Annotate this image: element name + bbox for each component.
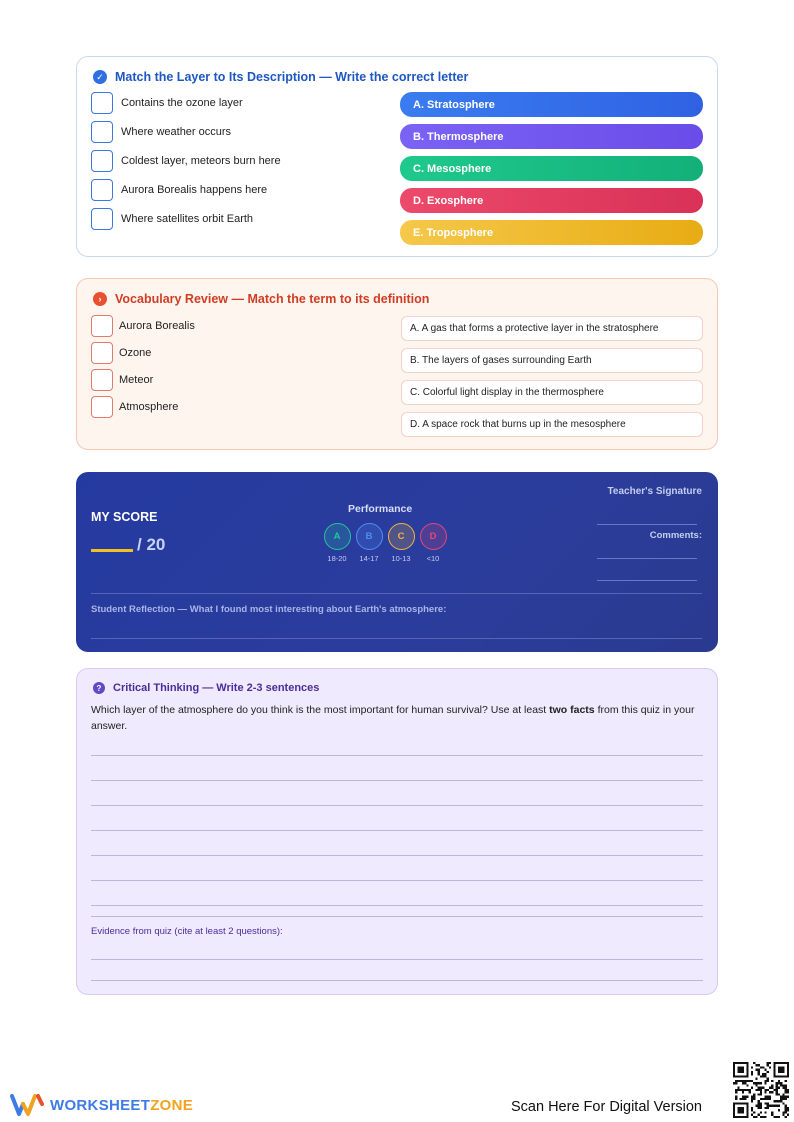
description-text: Coldest layer, meteors burn here [121, 155, 281, 167]
answer-line[interactable] [91, 780, 703, 781]
term-row [91, 396, 178, 418]
comments-line[interactable] [597, 558, 697, 559]
logo-word-zone: ZONE [150, 1096, 194, 1114]
layer-option-troposphere: E. Troposphere [400, 220, 703, 245]
vocabulary-title [93, 292, 429, 306]
description-text: Contains the ozone layer [121, 97, 243, 109]
grade-b-circle: B [356, 523, 383, 550]
layer-option-mesosphere: C. Mesosphere [400, 156, 703, 181]
term-row [91, 369, 153, 391]
description-row [91, 92, 243, 114]
score-section [76, 472, 718, 652]
definition-box: C. Colorful light display in the thermosphere [401, 380, 703, 405]
answer-line[interactable] [91, 880, 703, 881]
grade-c-range: 10-13 [391, 554, 411, 563]
grade-a-circle: A [324, 523, 351, 550]
vocabulary-title-text: Vocabulary Review — Match the term to its definition [115, 292, 430, 306]
match-layers-title-text: Match the Layer to Its Description — Write the correct letter [115, 70, 469, 84]
critical-thinking-title [93, 682, 319, 694]
play-circle-icon: › [93, 292, 107, 306]
answer-line[interactable] [91, 805, 703, 806]
teacher-signature-label: Teacher's Signature [607, 486, 702, 497]
question-text-end: from this quiz in your answer. [91, 704, 695, 732]
answer-line[interactable] [91, 855, 703, 856]
question-text: Which layer of the atmosphere do you think is the most important for human survival? Use at least [91, 704, 550, 716]
evidence-label: Evidence from quiz (cite at least 2 questions): [91, 926, 283, 937]
description-text: Where weather occurs [121, 126, 232, 138]
evidence-line[interactable] [91, 980, 703, 981]
term-row [91, 315, 195, 337]
my-score-label: MY SCORE [91, 510, 158, 524]
grade-d[interactable] [417, 523, 449, 563]
score-entry [91, 535, 165, 555]
critical-question [91, 702, 703, 734]
comments-line[interactable] [597, 580, 697, 581]
grade-c[interactable] [385, 523, 417, 563]
check-circle-icon: ✓ [93, 70, 107, 84]
term-answer-box[interactable] [91, 315, 113, 337]
qr-code-icon[interactable] [733, 1062, 789, 1118]
performance-grades [321, 523, 449, 563]
grade-c-circle: C [388, 523, 415, 550]
term-answer-box[interactable] [91, 342, 113, 364]
logo-mark-icon [10, 1092, 44, 1118]
term-text: Atmosphere [119, 401, 179, 413]
answer-box[interactable] [91, 150, 113, 172]
question-circle-icon: ? [93, 682, 105, 694]
comments-label: Comments: [649, 530, 702, 541]
layer-option-stratosphere: A. Stratosphere [400, 92, 703, 117]
definition-box: B. The layers of gases surrounding Earth [401, 348, 703, 373]
answer-box[interactable] [91, 179, 113, 201]
term-answer-box[interactable] [91, 396, 113, 418]
description-row [91, 179, 267, 201]
term-text: Ozone [119, 347, 152, 359]
match-layers-section [76, 56, 718, 257]
grade-b-range: 14-17 [359, 554, 379, 563]
definition-box: A. A gas that forms a protective layer in the stratosphere [401, 316, 703, 341]
answer-line[interactable] [91, 905, 703, 906]
critical-thinking-section [76, 668, 718, 995]
evidence-line[interactable] [91, 959, 703, 960]
description-text: Where satellites orbit Earth [121, 213, 254, 225]
score-blank[interactable] [91, 549, 133, 552]
grade-b[interactable] [353, 523, 385, 563]
answer-box[interactable] [91, 208, 113, 230]
logo-word-worksheet: WORKSHEET [50, 1096, 151, 1114]
reflection-divider [91, 593, 702, 594]
reflection-line[interactable] [91, 638, 702, 639]
layer-option-exosphere: D. Exosphere [400, 188, 703, 213]
definition-box: D. A space rock that burns up in the mesosphere [401, 412, 703, 437]
signature-line[interactable] [597, 524, 697, 525]
scan-text: Scan Here For Digital Version [511, 1099, 702, 1115]
term-answer-box[interactable] [91, 369, 113, 391]
evidence-divider [91, 916, 703, 917]
vocabulary-section [76, 278, 718, 450]
layer-option-thermosphere: B. Thermosphere [400, 124, 703, 149]
reflection-label: Student Reflection — What I found most interesting about Earth's atmosphere: [91, 604, 447, 615]
match-layers-title [93, 70, 468, 84]
question-emphasis: two facts [549, 704, 595, 716]
grade-d-range: <10 [426, 554, 440, 563]
grade-d-circle: D [420, 523, 447, 550]
answer-line[interactable] [91, 755, 703, 756]
description-row [91, 208, 253, 230]
description-row [91, 121, 231, 143]
term-text: Aurora Borealis [119, 320, 195, 332]
term-text: Meteor [119, 374, 154, 386]
answer-line[interactable] [91, 830, 703, 831]
grade-a[interactable] [321, 523, 353, 563]
answer-box[interactable] [91, 121, 113, 143]
description-text: Aurora Borealis happens here [121, 184, 268, 196]
performance-label: Performance [348, 503, 413, 515]
grade-a-range: 18-20 [327, 554, 347, 563]
answer-box[interactable] [91, 92, 113, 114]
score-total: / 20 [137, 535, 166, 554]
critical-thinking-title-text: Critical Thinking — Write 2-3 sentences [113, 682, 320, 694]
term-row [91, 342, 151, 364]
worksheetzone-logo [10, 1092, 193, 1118]
description-row [91, 150, 281, 172]
